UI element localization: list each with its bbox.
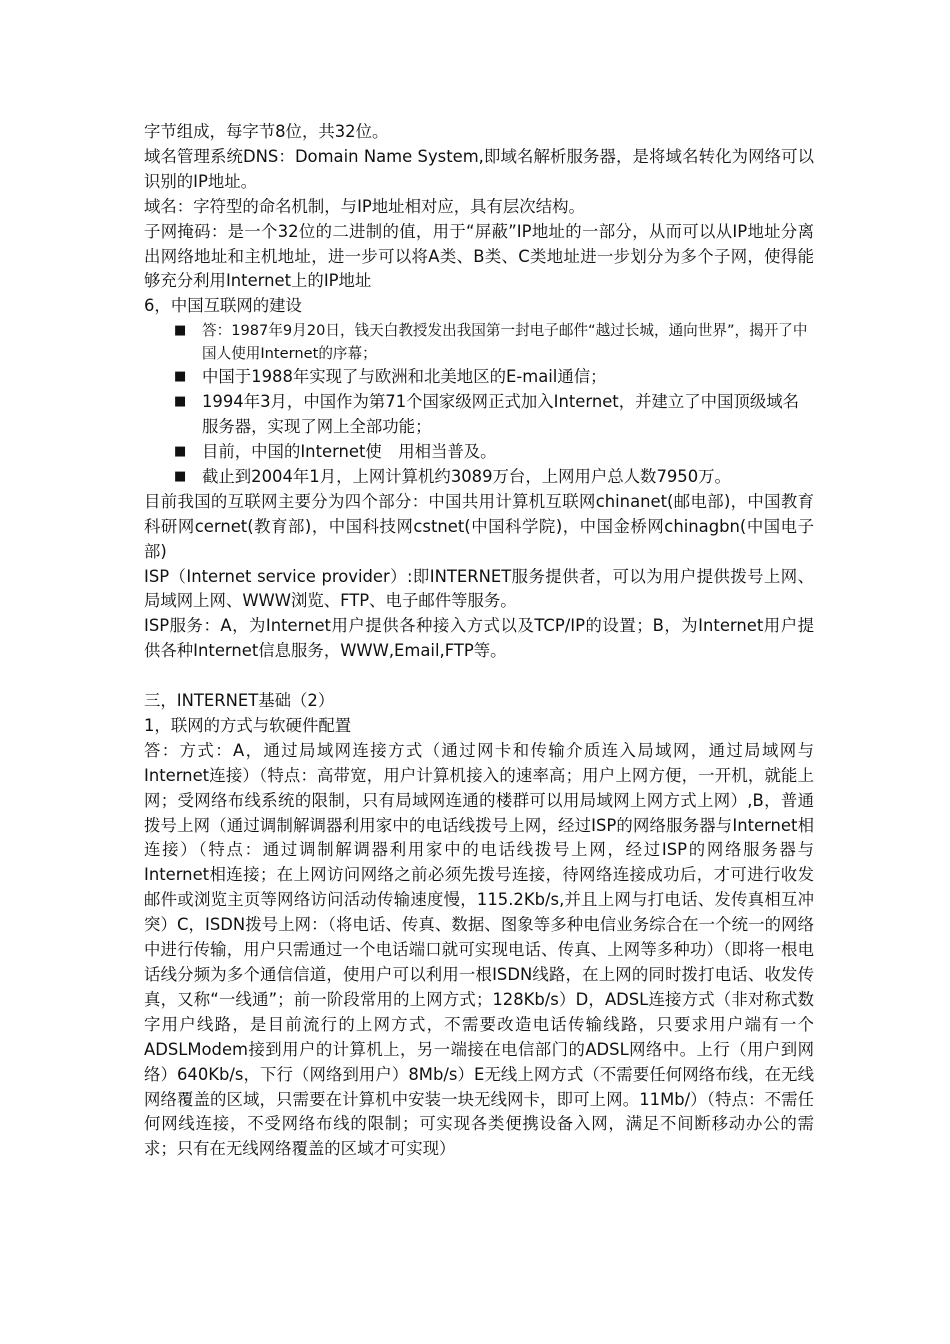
isp-service-paragraph: ISP服务：A，为Internet用户提供各种接入方式以及TCP/IP的设置；B，为Internet用户提供各种Internet信息服务，WWW,Email,FTP等。 [144,616,814,661]
dns-paragraph: 域名管理系统DNS：Domain Name System,即域名解析服务器，是将域名转化为网络可以识别的IP地址。 [144,146,814,191]
square-bullet-icon: ■ [174,443,187,459]
heading-connection-methods: 1，联网的方式与软硬件配置 [144,715,352,735]
square-bullet-icon: ■ [174,468,187,484]
bullet-text: 1994年3月，中国作为第71个国家级网正式加入Internet，并建立了中国顶级域名服务器，实现了网上全部功能； [202,392,800,437]
list-item [144,365,814,390]
bullet-text: 目前，中国的Internet使 用相当普及。 [202,441,497,461]
ip-bytes-line: 字节组成，每字节8位，共32位。 [144,122,389,141]
bullet-text: 中国于1988年实现了与欧洲和北美地区的E-mail通信； [202,367,607,387]
bullet-text: 答：1987年9月20日，钱天白教授发出我国第一封电子邮件“越过长城，通向世界”，揭开了中国人使用Internet的序幕； [202,322,808,363]
domain-paragraph: 域名：字符型的命名机制，与IP地址相对应，具有层次结构。 [144,196,585,216]
square-bullet-icon: ■ [174,323,187,339]
list-item [144,440,814,465]
blank-line [144,664,814,689]
china-internet-bullets [144,319,814,490]
document-page [144,120,814,1162]
connection-methods-answer: 答：方式：A，通过局域网连接方式（通过网卡和传输介质连入局域网，通过局域网与Internet连接）（特点：高带宽，用户计算机接入的速率高；用户上网方便，一开机，就能上网；受网络布线系统的限制，只有局域网连通的楼群可以用局域网上网方式上网）,B，普通拨号上网（通过调制解调器利用家中的电话线拨号上网，经过ISP的网络服务器与Internet相连接）（特点：通过调制解调器利用家中的电话线拨号上网，经过ISP的网络服务器与Internet相连接；在上网访问网络之前必须先拨号连接，待网络连接成功后，才可进行收发邮件或浏览主页等网络访问活动传输速度慢，115.2Kb/s,并且上网与打电话、发传真相互冲突）C，ISDN拨号上网：（将电话、传真、数据、图象等多种电信业务综合在一个统一的网络中进行传输，用户只需通过一个电话端口就可实现电话、传真、上网等多种功）（即将一根电话线分频为多个通信信道，使用户可以利用一根ISDN线路，在上网的同时拨打电话、收发传真，又称“一线通”；前一阶段常用的上网方式；128Kb/s）D，ADSL连接方式（非对称式数字用户线路，是目前流行的上网方式，不需要改造电话传输线路，只要求用户端有一个ADSLModem接到用户的计算机上，另一端接在电信部门的ADSL网络中。上行（用户到网络）640Kb/s，下行（网络到用户）8Mb/s）E无线上网方式（不需要任何网络布线，在无线网络覆盖的区域，只需要在计算机中安装一块无线网卡，即可上网。11Mb/）（特点：不需任何网线连接，不受网络布线的限制；可实现各类便携设备入网，满足不间断移动办公的需求；只有在无线网络覆盖的区域才可实现） [144,740,814,1159]
square-bullet-icon: ■ [174,369,187,385]
bullet-text: 截止到2004年1月，上网计算机约3089万台，上网用户总人数7950万。 [202,466,731,486]
section-title: 三，INTERNET基础（2） [144,691,335,711]
square-bullet-icon: ■ [174,394,187,410]
list-item [144,390,814,440]
networks-paragraph: 目前我国的互联网主要分为四个部分：中国共用计算机互联网chinanet(邮电部)，中国教育科研网cernet(教育部)，中国科技网cstnet(中国科学院)，中国金桥网chinagbn(中国电子部) [144,491,814,561]
isp-paragraph: ISP（Internet service provider）:即INTERNET服务提供者，可以为用户提供拨号上网、局域网上网、WWW浏览、FTP、电子邮件等服务。 [144,566,814,611]
heading-china-internet: 6，中国互联网的建设 [144,296,302,316]
list-item [144,465,814,490]
list-item [144,319,814,365]
subnet-mask-paragraph: 子网掩码：是一个32位的二进制的值，用于“屏蔽”IP地址的一部分，从而可以从IP地址分离出网络地址和主机地址，进一步可以将A类、B类、C类地址进一步划分为多个子网，使得能够充分利用Internet上的IP地址 [144,221,814,291]
